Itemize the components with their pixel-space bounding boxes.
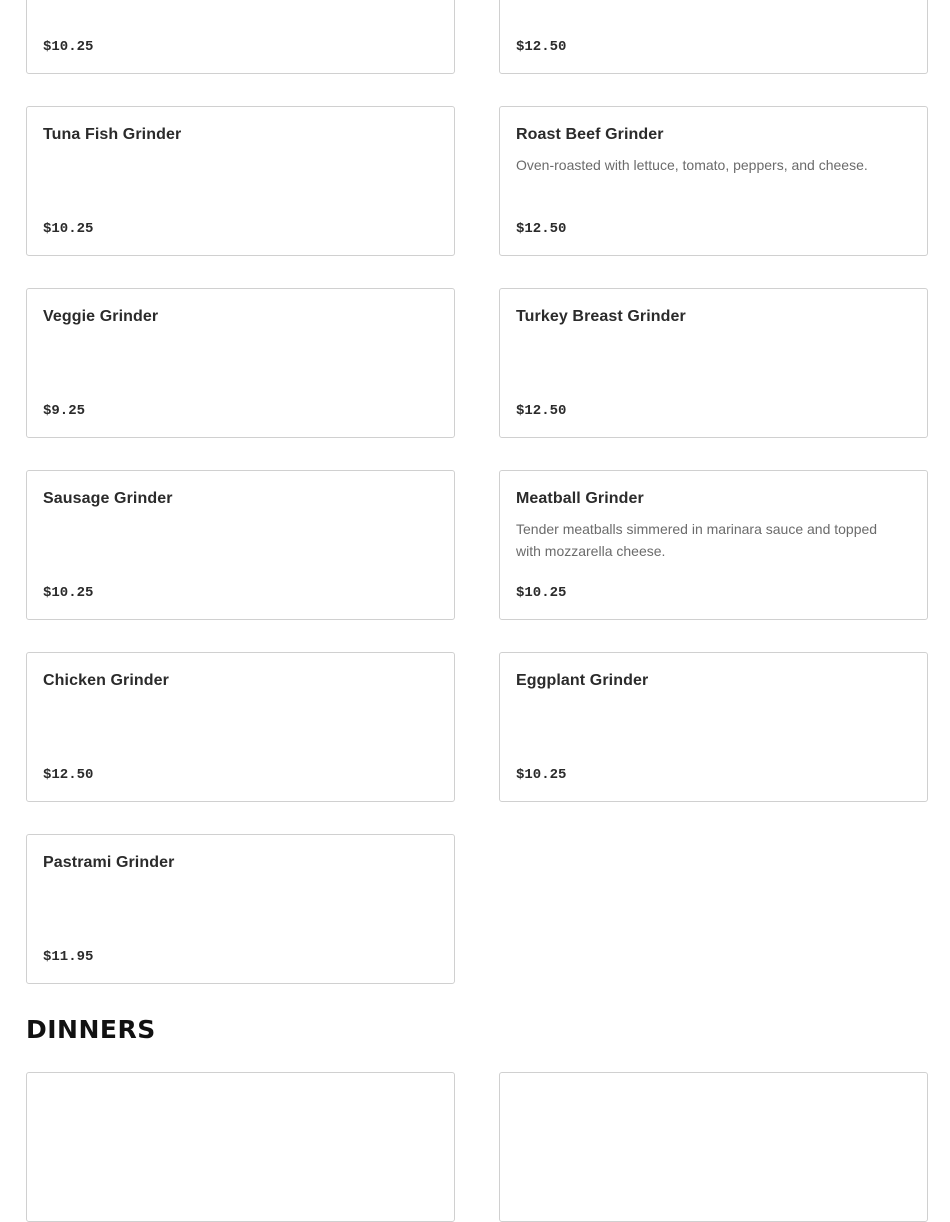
menu-item-price: $11.95 <box>43 949 94 965</box>
menu-item-name: Sausage Grinder <box>43 490 173 507</box>
menu-item-card[interactable] <box>499 1072 928 1222</box>
menu-item-card[interactable] <box>26 288 455 438</box>
menu-item-price: $10.25 <box>43 585 94 601</box>
menu-item-price: $12.50 <box>43 767 94 783</box>
menu-item-card[interactable] <box>499 470 928 620</box>
menu-item-name: Pastrami Grinder <box>43 854 175 871</box>
menu-item-price: $10.25 <box>43 39 94 55</box>
menu-item-card[interactable] <box>499 652 928 802</box>
menu-item-card[interactable] <box>499 288 928 438</box>
menu-item-description: Tender meatballs simmered in marinara sauce and topped with mozzarella cheese. <box>516 521 878 559</box>
section-title-dinners: DINNERS <box>26 1015 156 1044</box>
menu-item-price: $10.25 <box>43 221 94 237</box>
menu-item-card[interactable] <box>26 0 455 74</box>
menu-item-card[interactable] <box>499 106 928 256</box>
menu-item-name: Tuna Fish Grinder <box>43 126 182 143</box>
menu-item-name: Eggplant Grinder <box>516 672 649 689</box>
menu-item-card[interactable] <box>26 470 455 620</box>
menu-item-description: Oven-roasted with lettuce, tomato, peppers, and cheese. <box>516 157 868 173</box>
menu-item-price: $10.25 <box>516 767 567 783</box>
menu-item-price: $12.50 <box>516 221 567 237</box>
menu-item-price: $12.50 <box>516 39 567 55</box>
menu-item-card[interactable] <box>499 0 928 74</box>
menu-item-name: Turkey Breast Grinder <box>516 308 686 325</box>
menu-item-card[interactable] <box>26 1072 455 1222</box>
menu-item-price: $12.50 <box>516 403 567 419</box>
menu-item-name: Roast Beef Grinder <box>516 126 664 143</box>
menu-item-name: Meatball Grinder <box>516 490 644 507</box>
menu-item-card[interactable] <box>26 834 455 984</box>
menu-item-price: $10.25 <box>516 585 567 601</box>
menu-item-card[interactable] <box>26 652 455 802</box>
menu-item-name: Veggie Grinder <box>43 308 159 325</box>
menu-item-price: $9.25 <box>43 403 86 419</box>
menu-item-card[interactable] <box>26 106 455 256</box>
menu-item-name: Chicken Grinder <box>43 672 169 689</box>
